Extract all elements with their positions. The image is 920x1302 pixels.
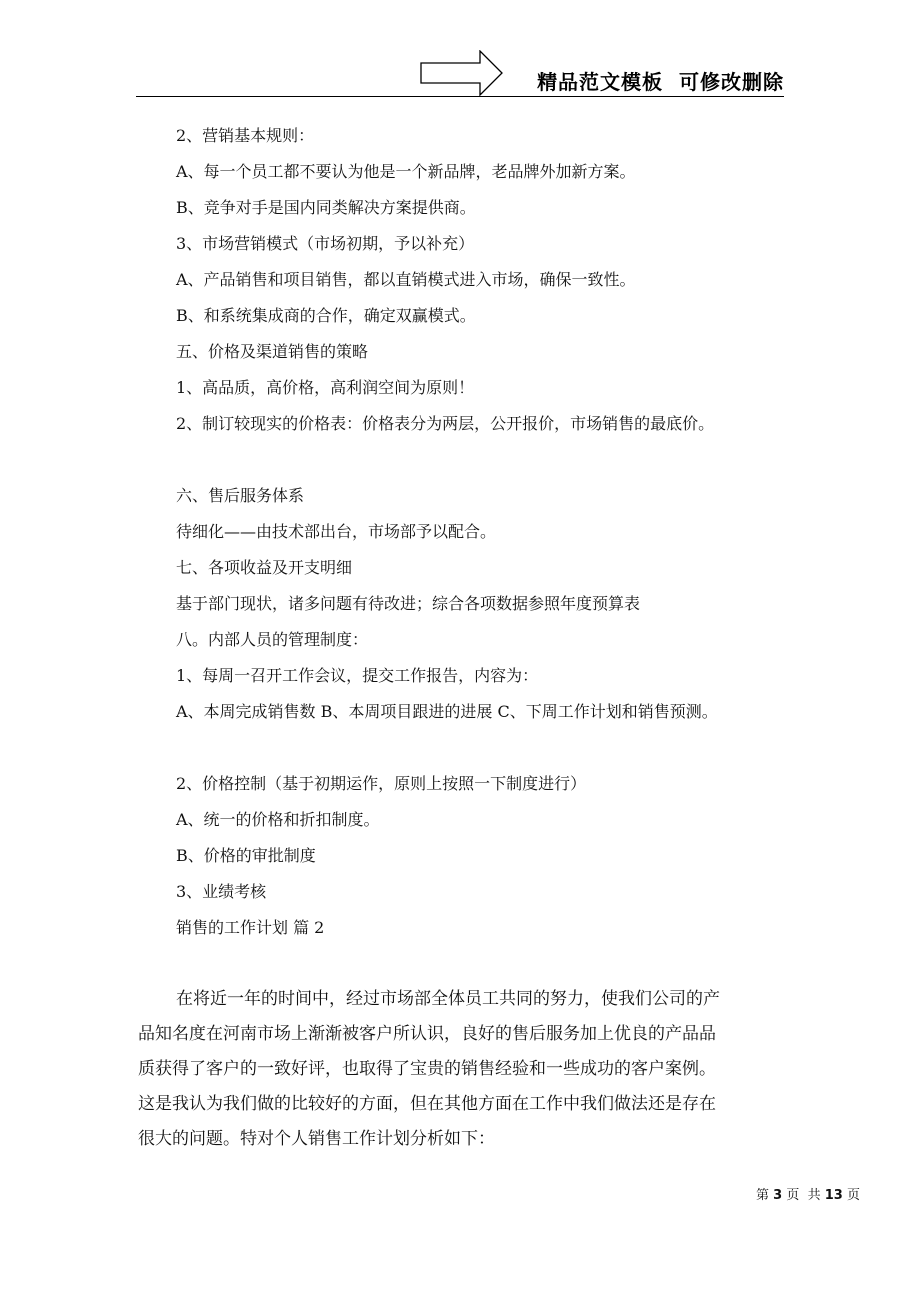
- text-line: 3、业绩考核: [176, 882, 267, 901]
- body-paragraph: [138, 982, 778, 1157]
- footer-prefix: 第: [756, 1188, 770, 1203]
- text-line: A、每一个员工都不要认为他是一个新品牌，老品牌外加新方案。: [176, 162, 636, 181]
- footer-mid: 页 共: [786, 1188, 821, 1203]
- section-heading: 五、价格及渠道销售的策略: [176, 342, 369, 361]
- section-heading: 八。内部人员的管理制度：: [176, 630, 369, 649]
- paragraph-line: 质获得了客户的一致好评，也取得了宝贵的销售经验和一些成功的客户案例。: [138, 1059, 716, 1079]
- section-heading: 七、各项收益及开支明细: [176, 558, 353, 577]
- text-line: 2、价格控制（基于初期运作，原则上按照一下制度进行）: [176, 774, 587, 793]
- text-line: B、价格的审批制度: [176, 846, 316, 865]
- blank-line: [176, 730, 816, 766]
- right-arrow-icon: [420, 50, 504, 96]
- paragraph-line: 很大的问题。特对个人销售工作计划分析如下：: [138, 1129, 495, 1149]
- paragraph-line: 在将近一年的时间中，经过市场部全体员工共同的努力，使我们公司的产: [176, 989, 720, 1009]
- paragraph-line: 这是我认为我们做的比较好的方面，但在其他方面在工作中我们做法还是存在: [138, 1094, 716, 1114]
- current-page: 3: [773, 1188, 783, 1203]
- blank-line: [176, 442, 816, 478]
- total-pages: 13: [824, 1188, 843, 1203]
- text-line: 2、制订较现实的价格表：价格表分为两层，公开报价，市场销售的最底价。: [176, 414, 715, 433]
- page-header: [0, 0, 920, 100]
- text-line: 1、每周一召开工作会议，提交工作报告，内容为：: [176, 666, 539, 685]
- page-number: [756, 1184, 860, 1203]
- header-title: 精品范文模板 可修改删除: [537, 70, 784, 94]
- text-line: 待细化——由技术部出台，市场部予以配合。: [176, 522, 497, 541]
- document-body: [176, 118, 816, 946]
- article-title: 销售的工作计划 篇 2: [176, 918, 325, 937]
- text-line: B、和系统集成商的合作，确定双赢模式。: [176, 306, 476, 325]
- text-line: 基于部门现状，诸多问题有待改进；综合各项数据参照年度预算表: [176, 594, 641, 613]
- text-line: A、统一的价格和折扣制度。: [176, 810, 380, 829]
- paragraph-line: 品知名度在河南市场上渐渐被客户所认识，良好的售后服务加上优良的产品品: [138, 1024, 716, 1044]
- text-line: B、竞争对手是国内同类解决方案提供商。: [176, 198, 476, 217]
- footer-suffix: 页: [846, 1188, 860, 1203]
- section-heading: 六、售后服务体系: [176, 486, 305, 505]
- text-line: 2、营销基本规则：: [176, 126, 315, 145]
- text-line: 3、市场营销模式（市场初期，予以补充）: [176, 234, 475, 253]
- text-line: 1、高品质，高价格，高利润空间为原则！: [176, 378, 475, 397]
- text-line: A、本周完成销售数 B、本周项目跟进的进展 C、下周工作计划和销售预测。: [176, 702, 718, 721]
- text-line: A、产品销售和项目销售，都以直销模式进入市场，确保一致性。: [176, 270, 636, 289]
- header-divider: [136, 96, 784, 97]
